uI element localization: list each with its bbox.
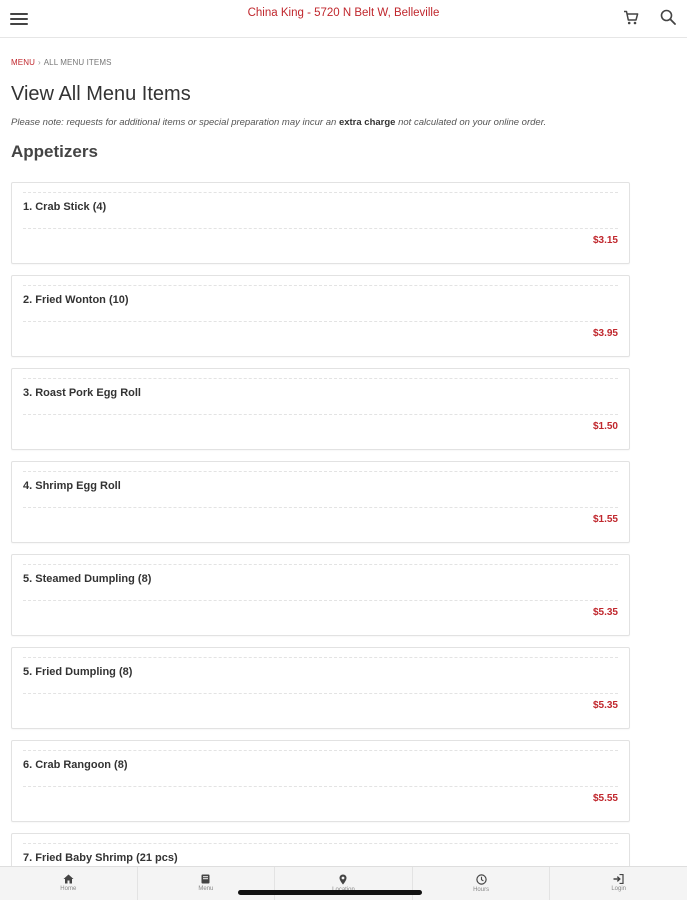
divider (23, 378, 618, 379)
cart-icon[interactable] (623, 10, 641, 26)
page-title: View All Menu Items (11, 83, 191, 105)
divider (23, 414, 618, 415)
divider (23, 657, 618, 658)
breadcrumb-menu-link[interactable]: MENU (11, 58, 35, 67)
menu-item-card[interactable] (11, 647, 630, 729)
menu-item-price: $1.55 (592, 514, 618, 525)
menu-item-price: $1.50 (592, 421, 618, 432)
menu-item-price: $5.35 (592, 607, 618, 618)
menu-item-name: 5. Steamed Dumpling (8) (23, 573, 152, 585)
menu-item-price: $3.95 (592, 328, 618, 339)
divider (23, 750, 618, 751)
menu-item-list (11, 182, 630, 900)
divider (23, 192, 618, 193)
note-text-before: Please note: requests for additional items or special preparation may incur an (11, 117, 337, 128)
menu-item-card[interactable] (11, 368, 630, 450)
menu-item-name: 3. Roast Pork Egg Roll (23, 387, 141, 399)
menu-item-price: $5.55 (592, 793, 618, 804)
menu-item-name: 5. Fried Dumpling (8) (23, 666, 133, 678)
menu-item-card[interactable] (11, 182, 630, 264)
search-icon[interactable] (660, 9, 678, 27)
divider (23, 693, 618, 694)
divider (23, 507, 618, 508)
menu-item-card[interactable] (11, 554, 630, 636)
divider (23, 321, 618, 322)
note-text-after: not calculated on your online order. (398, 117, 547, 128)
breadcrumb-separator: › (37, 58, 41, 67)
login-icon (613, 874, 624, 884)
note-text-bold: extra charge (338, 117, 396, 128)
breadcrumb-current: ALL MENU ITEMS (43, 58, 112, 67)
divider (23, 843, 618, 844)
nav-home-label: Home (60, 886, 77, 892)
divider (23, 564, 618, 565)
menu-book-icon (201, 874, 210, 884)
nav-hours[interactable] (413, 867, 551, 900)
menu-item-name: 1. Crab Stick (4) (23, 201, 107, 213)
menu-item-name: 7. Fried Baby Shrimp (21 pcs) (23, 852, 178, 864)
menu-item-card[interactable] (11, 275, 630, 357)
restaurant-title: China King - 5720 N Belt W, Belleville (247, 7, 440, 19)
menu-item-name: 2. Fried Wonton (10) (23, 294, 129, 306)
home-icon (63, 874, 74, 884)
section-title-appetizers: Appetizers (11, 142, 98, 161)
nav-hours-label: Hours (473, 887, 490, 893)
menu-item-card[interactable] (11, 740, 630, 822)
clock-icon (476, 874, 487, 885)
nav-menu-label: Menu (198, 886, 214, 892)
nav-home[interactable] (0, 867, 138, 900)
menu-item-card[interactable] (11, 461, 630, 543)
menu-item-price: $5.35 (592, 700, 618, 711)
divider (23, 285, 618, 286)
extra-charge-note (11, 117, 546, 128)
divider (23, 600, 618, 601)
location-pin-icon (339, 874, 347, 885)
menu-item-name: 6. Crab Rangoon (8) (23, 759, 128, 771)
menu-item-price: $3.15 (592, 235, 618, 246)
home-indicator-bar (238, 890, 422, 895)
divider (23, 786, 618, 787)
menu-item-name: 4. Shrimp Egg Roll (23, 480, 121, 492)
nav-location[interactable] (275, 867, 413, 900)
nav-menu[interactable] (138, 867, 276, 900)
nav-login[interactable] (550, 867, 687, 900)
nav-login-label: Login (611, 886, 627, 892)
top-bar (0, 0, 687, 38)
divider (23, 228, 618, 229)
breadcrumb (11, 58, 112, 67)
divider (23, 471, 618, 472)
